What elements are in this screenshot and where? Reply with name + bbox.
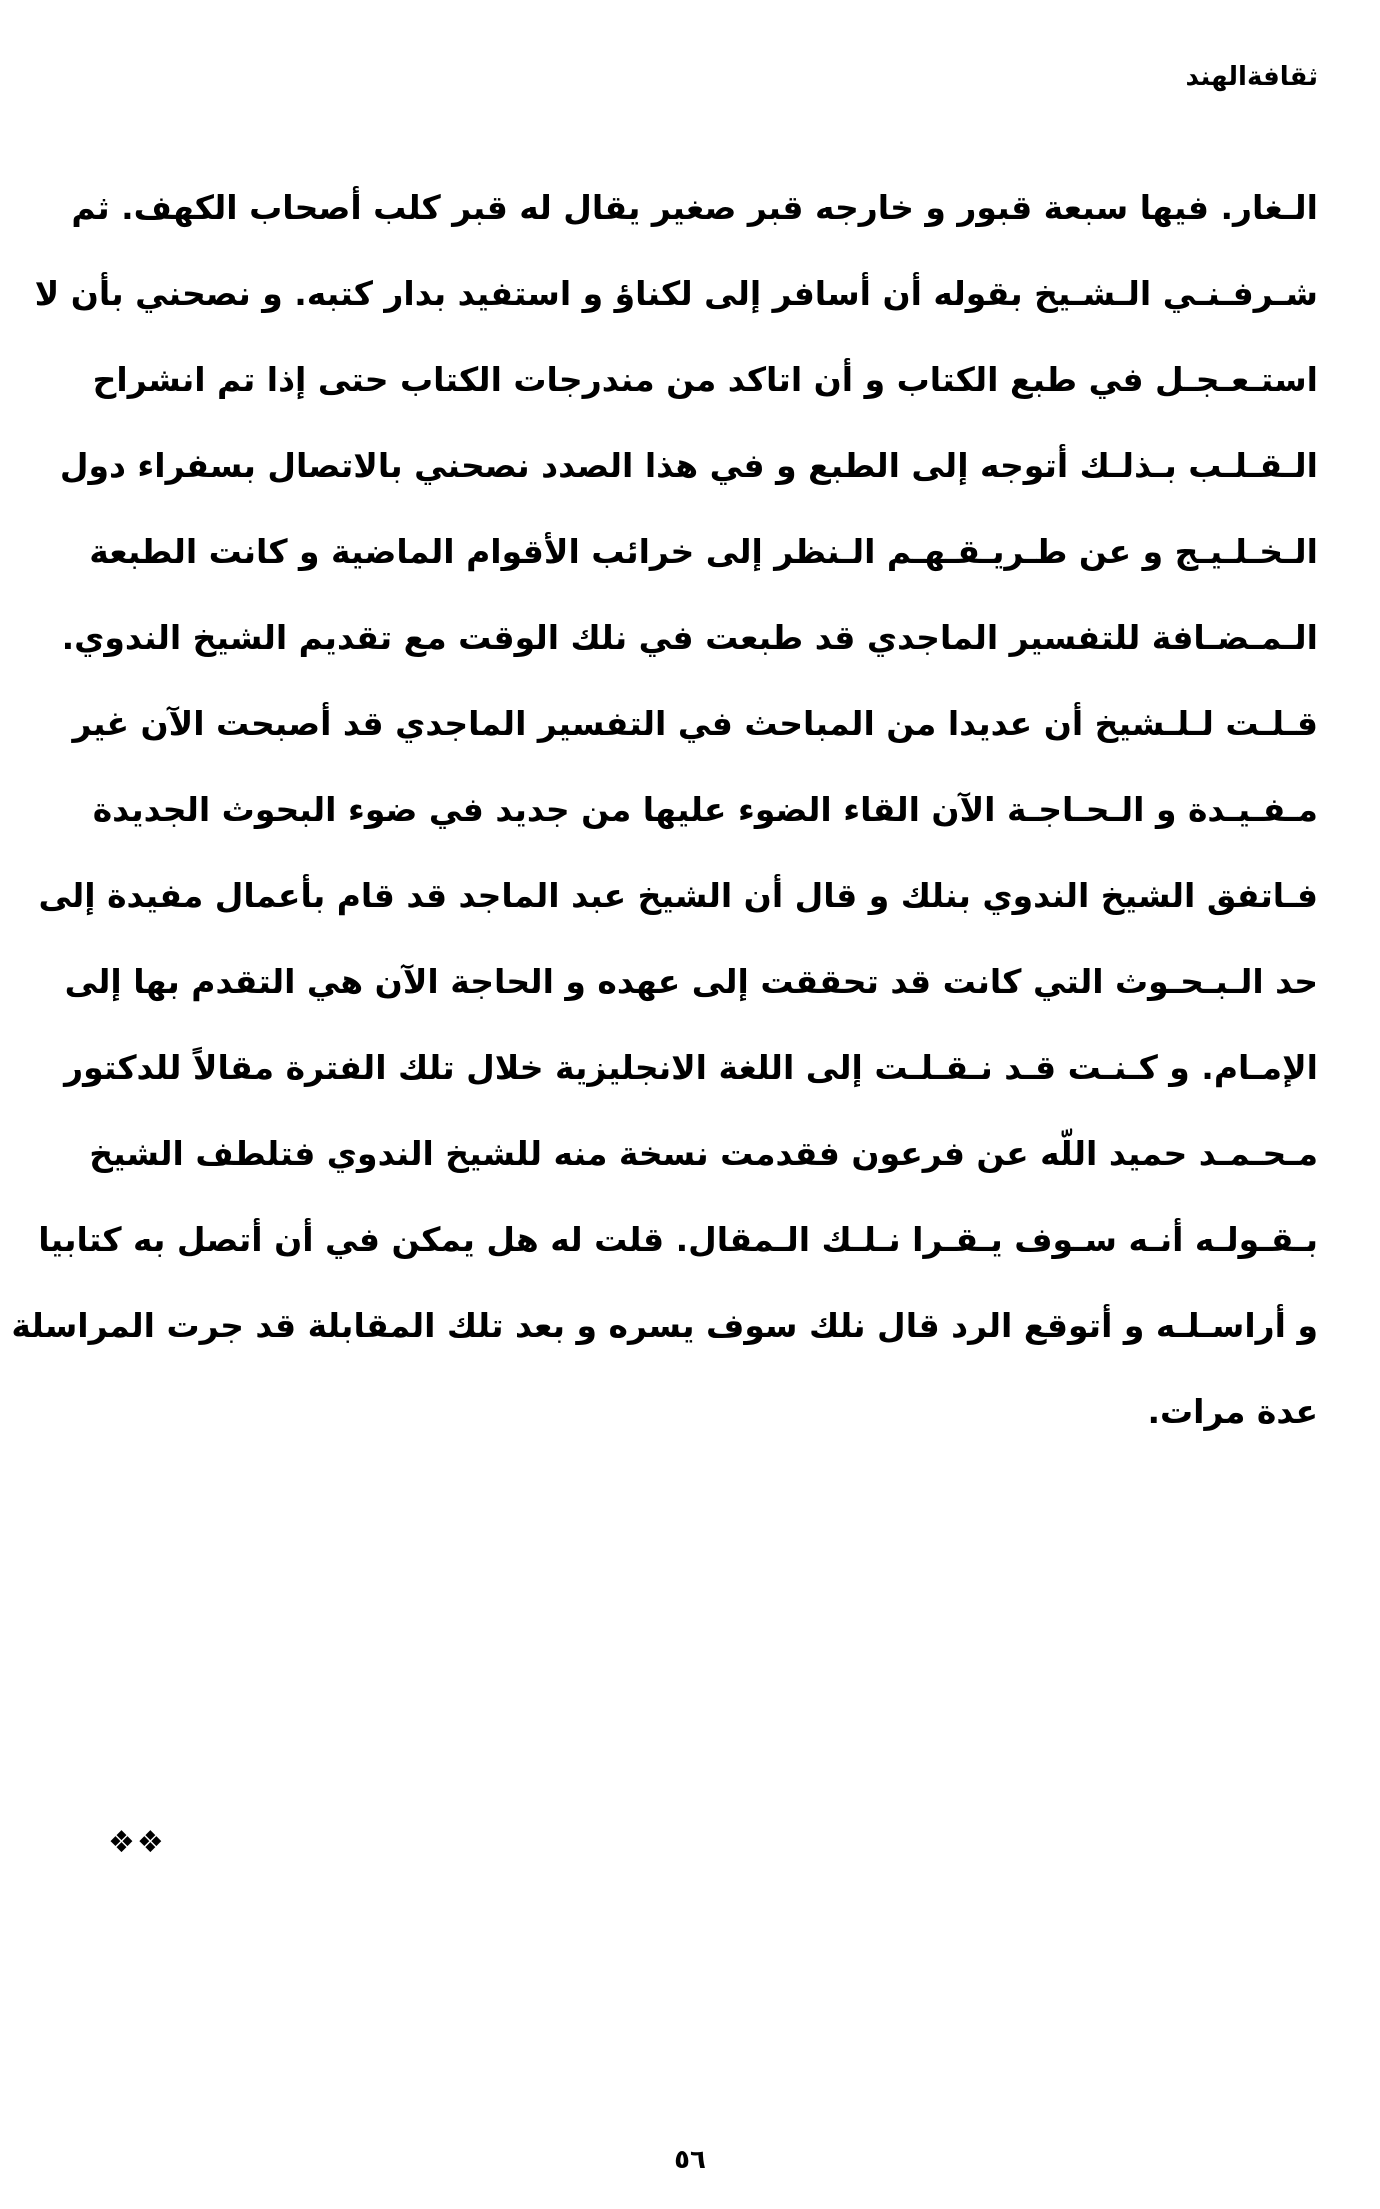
text-line: قـلـت لـلـشيخ أن عديدا من المباحث في التفسير الماجدي قد أصبحت الآن غير <box>72 704 1318 743</box>
text-line: الإمـام. و كـنـت قـد نـقـلـت إلى اللغة الانجليزية خلال تلك الفترة مقالاً للدكتور <box>64 1048 1318 1087</box>
page-number: ٥٦ <box>674 2145 706 2175</box>
running-header: ثقافةالهند <box>1185 62 1318 92</box>
text-line: بـقـولـه أنـه سـوف يـقـرا نـلـك الـمقال. قلت له هل يمكن في أن أتصل به كتابيا <box>38 1220 1318 1259</box>
section-ornament-icon: ❖❖ <box>108 1825 166 1860</box>
text-line: حد الـبـحـوث التي كانت قد تحققت إلى عهده و الحاجة الآن هي التقدم بها إلى <box>64 962 1318 1001</box>
text-line: و أراسـلـه و أتوقع الرد قال نلك سوف يسره و بعد تلك المقابلة قد جرت المراسلة <box>11 1306 1318 1345</box>
text-line: شـرفـنـي الـشـيخ بقوله أن أسافر إلى لكناؤ و استفيد بدار كتبه. و نصحني بأن لا <box>34 274 1318 313</box>
text-line: الـقـلـب بـذلـك أتوجه إلى الطبع و في هذا الصدد نصحني بالاتصال بسفراء دول <box>59 446 1318 485</box>
text-line: الـغار. فيها سبعة قبور و خارجه قبر صغير يقال له قبر كلب أصحاب الكهف. ثم <box>71 188 1318 227</box>
text-line: مـفـيـدة و الـحـاجـة الآن القاء الضوء عليها من جديد في ضوء البحوث الجديدة <box>92 790 1318 829</box>
text-line: استـعـجـل في طبع الكتاب و أن اتاكد من مندرجات الكتاب حتى إذا تم انشراح <box>92 360 1318 399</box>
body-text <box>11 182 1318 1472</box>
text-line: فـاتفق الشيخ الندوي بنلك و قال أن الشيخ عبد الماجد قد قام بأعمال مفيدة إلى <box>38 876 1318 915</box>
text-line: الـمـضـافة للتفسير الماجدي قد طبعت في نلك الوقت مع تقديم الشيخ الندوي. <box>61 618 1318 657</box>
text-line: الـخـلـيـج و عن طـريـقـهـم الـنظر إلى خرائب الأقوام الماضية و كانت الطبعة <box>89 532 1318 571</box>
text-line: مـحـمـد حميد اللّه عن فرعون فقدمت نسخة منه للشيخ الندوي فتلطف الشيخ <box>89 1134 1318 1173</box>
text-line-last: عدة مرات. <box>1147 1392 1318 1431</box>
